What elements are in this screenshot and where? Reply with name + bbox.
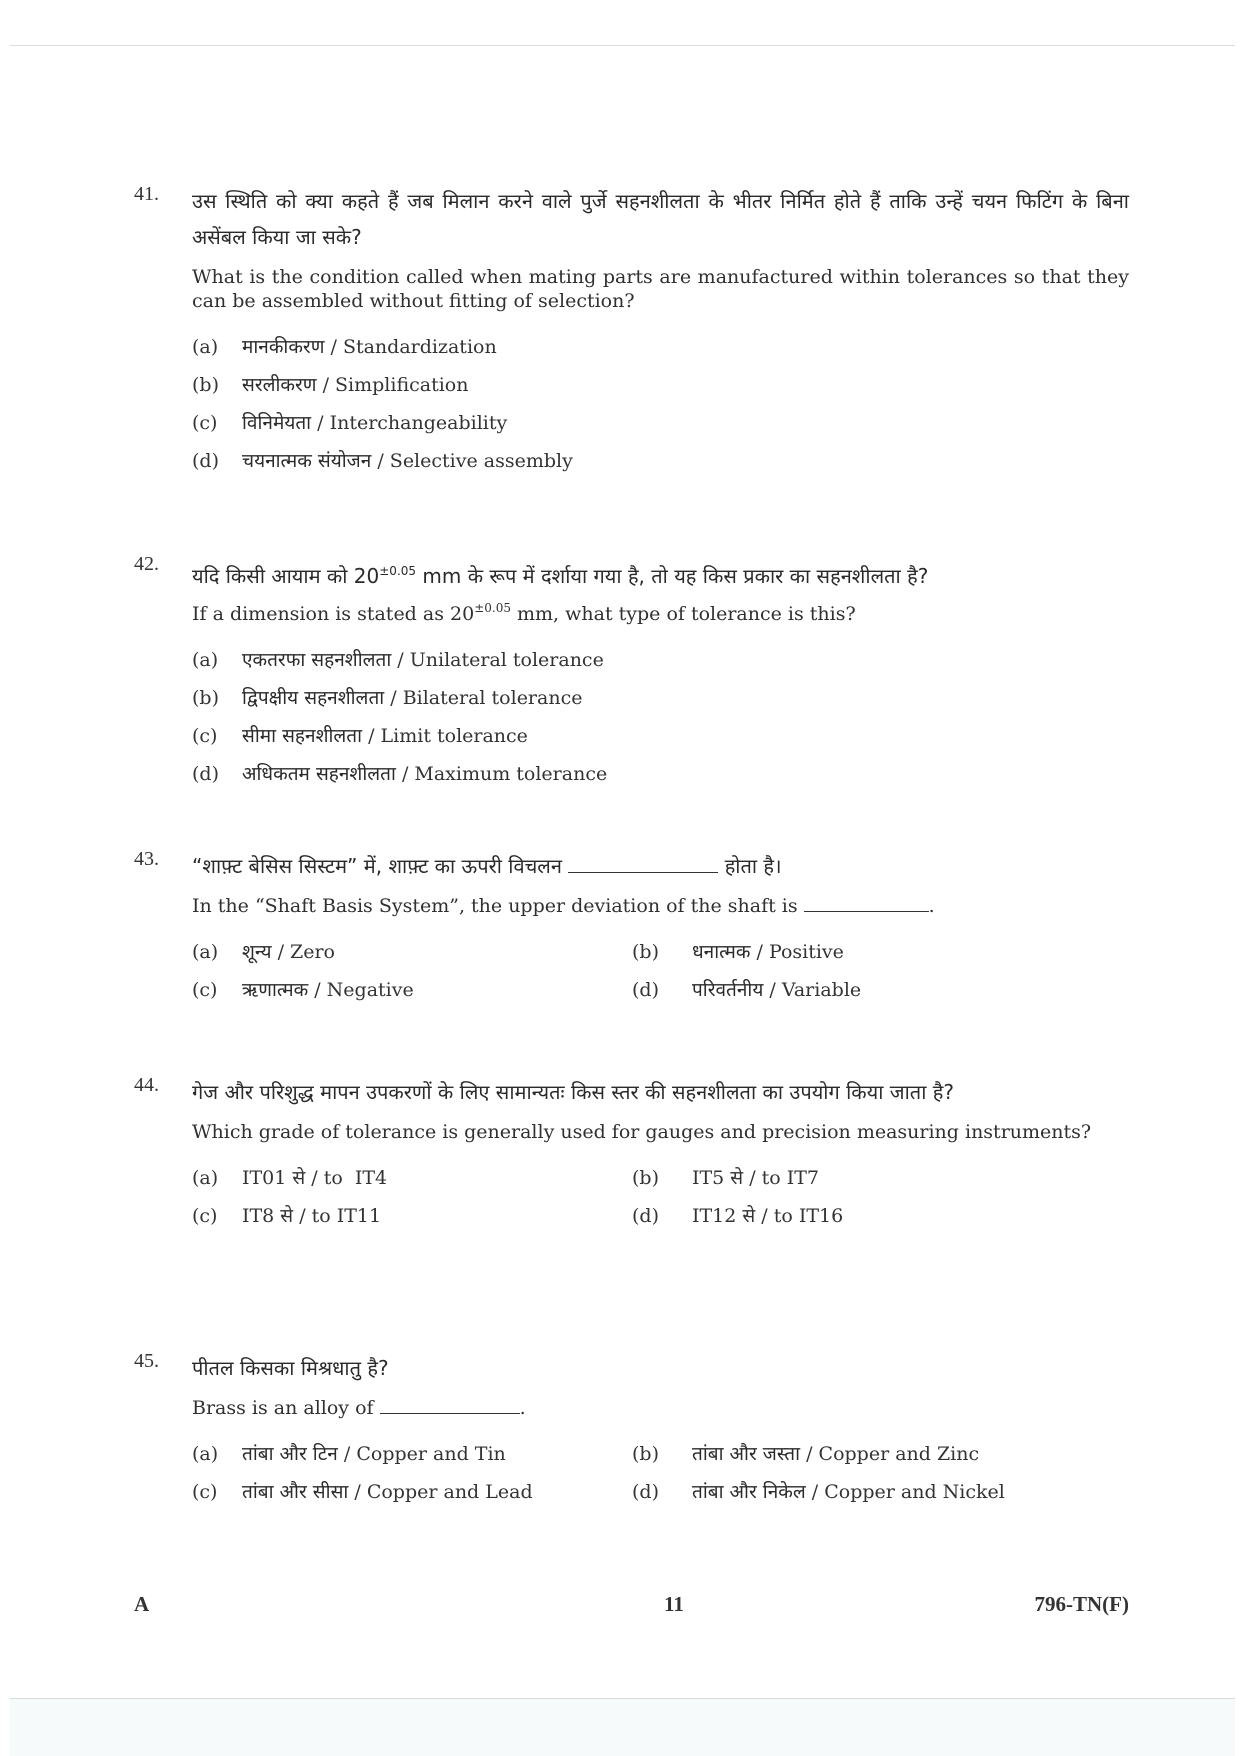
option-text-english: Simplification — [335, 374, 469, 396]
option-label: (b) — [192, 374, 219, 396]
option-separator: / — [311, 412, 330, 434]
fill-in-blank — [804, 910, 929, 912]
tolerance-superscript: ±0.05 — [379, 564, 417, 578]
option-label: (d) — [632, 1481, 659, 1503]
question-text-english — [192, 1396, 1129, 1420]
options-list — [192, 333, 1129, 485]
question-number: 43. — [134, 848, 159, 870]
booklet-series: A — [134, 1592, 150, 1616]
option-label: (b) — [192, 687, 219, 709]
question-43 — [134, 848, 1129, 1014]
option-text-english: Selective assembly — [389, 450, 573, 472]
option-d[interactable] — [632, 1202, 1082, 1240]
option-label: (c) — [192, 1205, 218, 1227]
scan-edge-bottom — [10, 1698, 1235, 1756]
option-text-english: Positive — [768, 941, 844, 963]
option-text-hindi: शून्य — [242, 941, 272, 963]
option-a[interactable] — [192, 938, 632, 976]
option-text-hindi: ऋणात्मक — [242, 979, 309, 1001]
option-label: (a) — [192, 1167, 219, 1189]
option-text-hindi: मानकीकरण — [242, 336, 325, 358]
question-text-english — [192, 596, 1129, 626]
option-label: (c) — [192, 979, 218, 1001]
tolerance-superscript: ±0.05 — [474, 601, 511, 615]
option-a[interactable] — [192, 1440, 632, 1478]
option-separator: / — [362, 725, 381, 747]
option-d[interactable] — [632, 1478, 1082, 1516]
question-number: 42. — [134, 553, 159, 575]
question-text-hindi: उस स्थिति को क्या कहते हैं जब मिलान करने वाले पुर्जे सहनशीलता के भीतर निर्मित होते हैं ताकि उन्हें चयन फिटिंग के बिना असेंबल किया जा सके? — [192, 189, 1129, 249]
option-separator: / — [308, 979, 327, 1001]
question-44 — [134, 1074, 1129, 1240]
question-42 — [134, 553, 1129, 798]
option-text-hindi: सीमा सहनशीलता — [242, 725, 363, 747]
options-grid — [192, 1164, 1129, 1240]
option-c[interactable] — [192, 1478, 632, 1516]
question-text-hindi — [192, 553, 1129, 594]
option-text-english: Limit tolerance — [380, 725, 528, 747]
option-text: IT5 से / to IT7 — [692, 1167, 820, 1189]
option-text-english: Standardization — [342, 336, 497, 358]
option-text-hindi: तांबा और टिन — [242, 1443, 338, 1465]
option-label: (a) — [192, 941, 219, 963]
fill-in-blank — [380, 1412, 520, 1414]
option-c[interactable] — [192, 722, 1129, 760]
options-grid — [192, 938, 1129, 1014]
scan-edge-top — [10, 45, 1235, 46]
hindi-text-start: यदि किसी आयाम को 20 — [192, 564, 380, 588]
option-c[interactable] — [192, 976, 632, 1014]
option-b[interactable] — [632, 1440, 1082, 1478]
option-a[interactable] — [192, 333, 1129, 371]
option-c[interactable] — [192, 409, 1129, 447]
option-label: (b) — [632, 941, 659, 963]
option-label: (a) — [192, 336, 219, 358]
option-b[interactable] — [632, 1164, 1082, 1202]
question-text-hindi: गेज और परिशुद्ध मापन उपकरणों के लिए सामान्यतः किस स्तर की सहनशीलता का उपयोग किया जाता है? — [192, 1080, 954, 1104]
option-label: (a) — [192, 1443, 219, 1465]
option-text-english: Variable — [781, 979, 862, 1001]
option-text-hindi: द्विपक्षीय सहनशीलता — [242, 687, 385, 709]
fill-in-blank — [568, 871, 718, 873]
option-text-english: Maximum tolerance — [414, 763, 608, 785]
option-text-english: Zero — [290, 941, 335, 963]
option-b[interactable] — [192, 371, 1129, 409]
option-a[interactable] — [192, 1164, 632, 1202]
option-d[interactable] — [192, 760, 1129, 798]
option-text-english: Copper and Tin — [356, 1443, 506, 1465]
option-b[interactable] — [632, 938, 1082, 976]
english-text-start: If a dimension is stated as 20 — [192, 603, 475, 625]
option-label: (b) — [632, 1443, 659, 1465]
english-text-end: mm, what type of tolerance is this? — [510, 603, 856, 625]
option-separator: / — [324, 336, 343, 358]
option-label: (d) — [632, 1205, 659, 1227]
page-number: 11 — [664, 1592, 684, 1616]
option-text: IT01 से / to IT4 — [242, 1167, 388, 1189]
question-text-hindi — [192, 848, 1129, 884]
option-text-hindi: चयनात्मक संयोजन — [242, 450, 372, 472]
question-number: 44. — [134, 1074, 159, 1096]
english-text-start: In the “Shaft Basis System”, the upper deviation of the shaft is — [192, 895, 798, 917]
question-41 — [134, 183, 1129, 485]
option-a[interactable] — [192, 646, 1129, 684]
hindi-text-start: “शाफ़्ट बेसिस सिस्टम” में, शाफ़्ट का ऊपरी विचलन — [192, 854, 562, 878]
question-text-english: Which grade of tolerance is generally used for gauges and precision measuring instruments? — [192, 1121, 1092, 1143]
paper-code: 796-TN(F) — [1034, 1592, 1129, 1616]
option-label: (c) — [192, 412, 218, 434]
english-text-end: . — [519, 1397, 526, 1419]
option-d[interactable] — [192, 447, 1129, 485]
option-separator: / — [384, 687, 403, 709]
option-separator: / — [316, 374, 336, 396]
option-text-hindi: विनिमेयता — [242, 412, 312, 434]
option-b[interactable] — [192, 684, 1129, 722]
option-separator: / — [800, 1443, 819, 1465]
option-text-english: Negative — [326, 979, 414, 1001]
option-label: (c) — [192, 1481, 218, 1503]
option-text-hindi: तांबा और जस्ता — [692, 1443, 801, 1465]
option-separator: / — [348, 1481, 367, 1503]
option-separator: / — [337, 1443, 357, 1465]
option-text-english: Copper and Nickel — [824, 1481, 1005, 1503]
option-separator: / — [271, 941, 291, 963]
question-text-hindi: पीतल किसका मिश्रधातु है? — [192, 1356, 389, 1380]
question-text-english — [192, 894, 1129, 918]
option-separator: / — [395, 763, 415, 785]
option-text-english: Unilateral tolerance — [409, 649, 604, 671]
option-label: (d) — [632, 979, 659, 1001]
question-45 — [134, 1350, 1129, 1516]
option-text-hindi: धनात्मक — [692, 941, 751, 963]
option-separator: / — [391, 649, 410, 671]
option-text-hindi: परिवर्तनीय — [692, 979, 764, 1001]
options-list — [192, 646, 1129, 798]
option-label: (b) — [632, 1167, 659, 1189]
option-label: (d) — [192, 450, 219, 472]
option-text-english: Copper and Zinc — [818, 1443, 980, 1465]
option-text-hindi: तांबा और सीसा — [242, 1481, 349, 1503]
option-text-english: Interchangeability — [329, 412, 508, 434]
question-text-english: What is the condition called when mating parts are manufactured within tolerances so that they can be assembled without fitting of selection? — [192, 266, 1129, 312]
option-text-english: Bilateral tolerance — [402, 687, 583, 709]
option-text-hindi: सरलीकरण — [242, 374, 317, 396]
english-text-start: Brass is an alloy of — [192, 1397, 374, 1419]
option-separator: / — [371, 450, 390, 472]
english-text-end: . — [928, 895, 935, 917]
option-text-hindi: एकतरफा सहनशीलता — [242, 649, 392, 671]
question-number: 41. — [134, 183, 159, 205]
option-text: IT12 से / to IT16 — [692, 1205, 844, 1227]
option-text: IT8 से / to IT11 — [242, 1205, 382, 1227]
option-text-hindi: अधिकतम सहनशीलता — [242, 763, 396, 785]
question-number: 45. — [134, 1350, 159, 1372]
option-text-english: Copper and Lead — [366, 1481, 533, 1503]
page-footer — [134, 1592, 1129, 1622]
option-separator: / — [763, 979, 782, 1001]
hindi-text-end: होता है। — [724, 854, 782, 878]
option-d[interactable] — [632, 976, 1082, 1014]
option-label: (c) — [192, 725, 218, 747]
option-c[interactable] — [192, 1202, 632, 1240]
option-separator: / — [805, 1481, 825, 1503]
option-label: (d) — [192, 763, 219, 785]
options-grid — [192, 1440, 1129, 1516]
option-separator: / — [750, 941, 769, 963]
hindi-text-end: mm के रूप में दर्शाया गया है, तो यह किस प्रकार का सहनशीलता है? — [416, 564, 929, 588]
option-text-hindi: तांबा और निकेल — [692, 1481, 806, 1503]
option-label: (a) — [192, 649, 219, 671]
